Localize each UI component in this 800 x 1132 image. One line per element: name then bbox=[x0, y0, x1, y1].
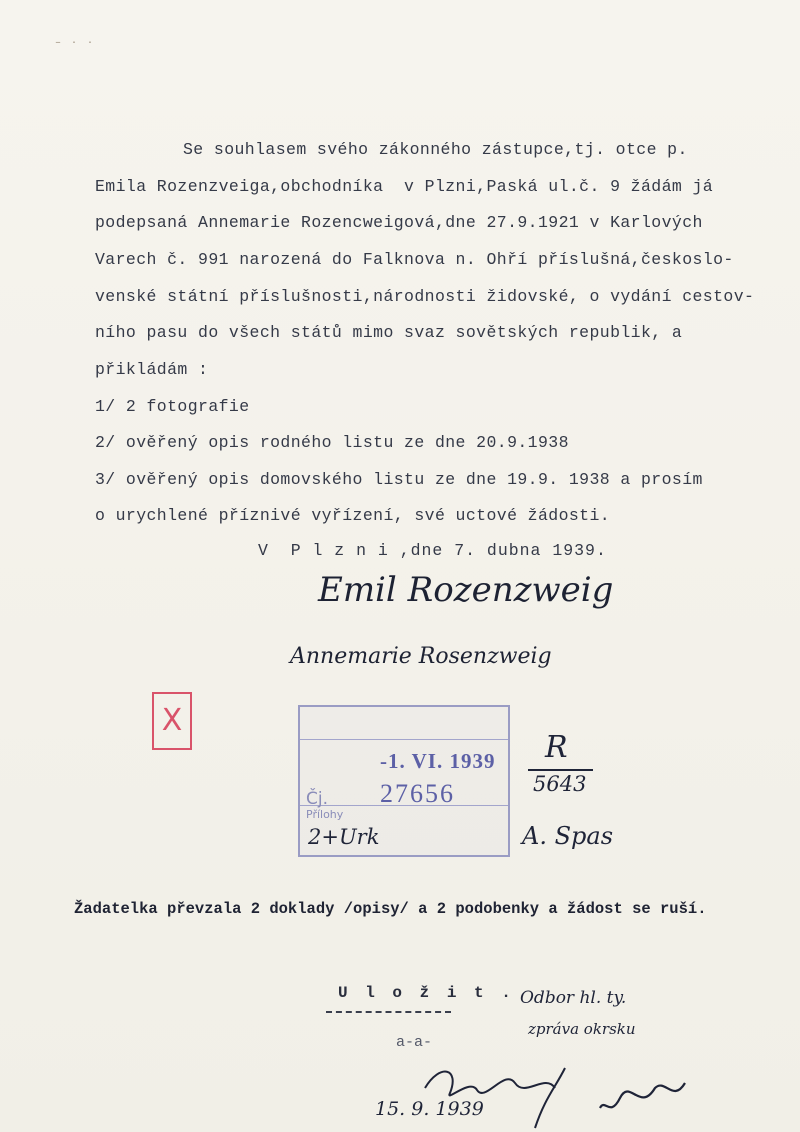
stamp-prilohy-label: Přílohy bbox=[306, 808, 344, 821]
handwritten-note: A. Spas bbox=[522, 822, 614, 850]
stamp-number: 27656 bbox=[380, 779, 455, 808]
stamp-attachments-handwriting: 2+Urk bbox=[308, 825, 380, 849]
applicant-signature: Annemarie Rosenzweig bbox=[290, 644, 552, 669]
ulozit-underline bbox=[326, 1011, 451, 1013]
resolution-text: Žadatelka převzala 2 doklady /opisy/ a 2 podobenky a žádost se ruší. bbox=[74, 900, 707, 918]
stamp-rule bbox=[300, 739, 508, 740]
attachment-1: 1/ 2 fotografie bbox=[95, 397, 250, 416]
body-line-2: Emila Rozenzveiga,obchodníka v Plzni,Paská ul.č. 9 žádám já bbox=[95, 177, 714, 196]
father-signature: Emil Rozenzweig bbox=[318, 570, 614, 610]
stamp-cj-label: Čj. bbox=[306, 789, 328, 809]
page-corner-marks: – · · bbox=[55, 38, 96, 49]
handwritten-odbor: Odbor hl. ty. bbox=[520, 988, 627, 1008]
body-line-5: venské státní příslušnosti,národnosti židovské, o vydání cestov- bbox=[95, 287, 755, 306]
handwritten-ref-bottom: 5643 bbox=[533, 772, 587, 796]
place-date-line: V P l z n i ,dne 7. dubna 1939. bbox=[258, 541, 607, 560]
scribble-signature bbox=[600, 1083, 685, 1108]
scribble-stroke bbox=[535, 1068, 565, 1128]
scribble-initials bbox=[425, 1072, 555, 1096]
body-line-closing: o urychlené příznivé vyřízení, své uctové žádosti. bbox=[95, 506, 611, 525]
handwritten-zprava: zpráva okrsku bbox=[528, 1020, 636, 1038]
stamp-date: -1. VI. 1939 bbox=[380, 749, 496, 773]
body-line-6: ního pasu do všech států mimo svaz sovětských republik, a bbox=[95, 323, 683, 342]
handwritten-ref-top: R bbox=[545, 730, 568, 765]
body-line-4: Varech č. 991 narozená do Falknova n. Ohří příslušná,českoslo- bbox=[95, 250, 734, 269]
ulozit-heading: U l o ž i t . bbox=[338, 984, 515, 1002]
red-x-mark: X bbox=[152, 692, 192, 750]
body-line-7: přikládám : bbox=[95, 360, 209, 379]
aa-mark: a-a- bbox=[396, 1034, 433, 1051]
body-line-3: podepsaná Annemarie Rozencweigová,dne 27.9.1921 v Karlových bbox=[95, 213, 703, 232]
handwritten-date: 15. 9. 1939 bbox=[375, 1098, 484, 1120]
handwritten-fraction-line bbox=[528, 769, 593, 771]
attachment-2: 2/ ověřený opis rodného listu ze dne 20.9.1938 bbox=[95, 433, 569, 452]
bottom-scribble-signatures bbox=[415, 1058, 705, 1130]
registry-stamp bbox=[298, 705, 510, 857]
attachment-3: 3/ ověřený opis domovského listu ze dne 19.9. 1938 a prosím bbox=[95, 470, 703, 489]
body-line-1: Se souhlasem svého zákonného zástupce,tj. otce p. bbox=[183, 140, 688, 159]
